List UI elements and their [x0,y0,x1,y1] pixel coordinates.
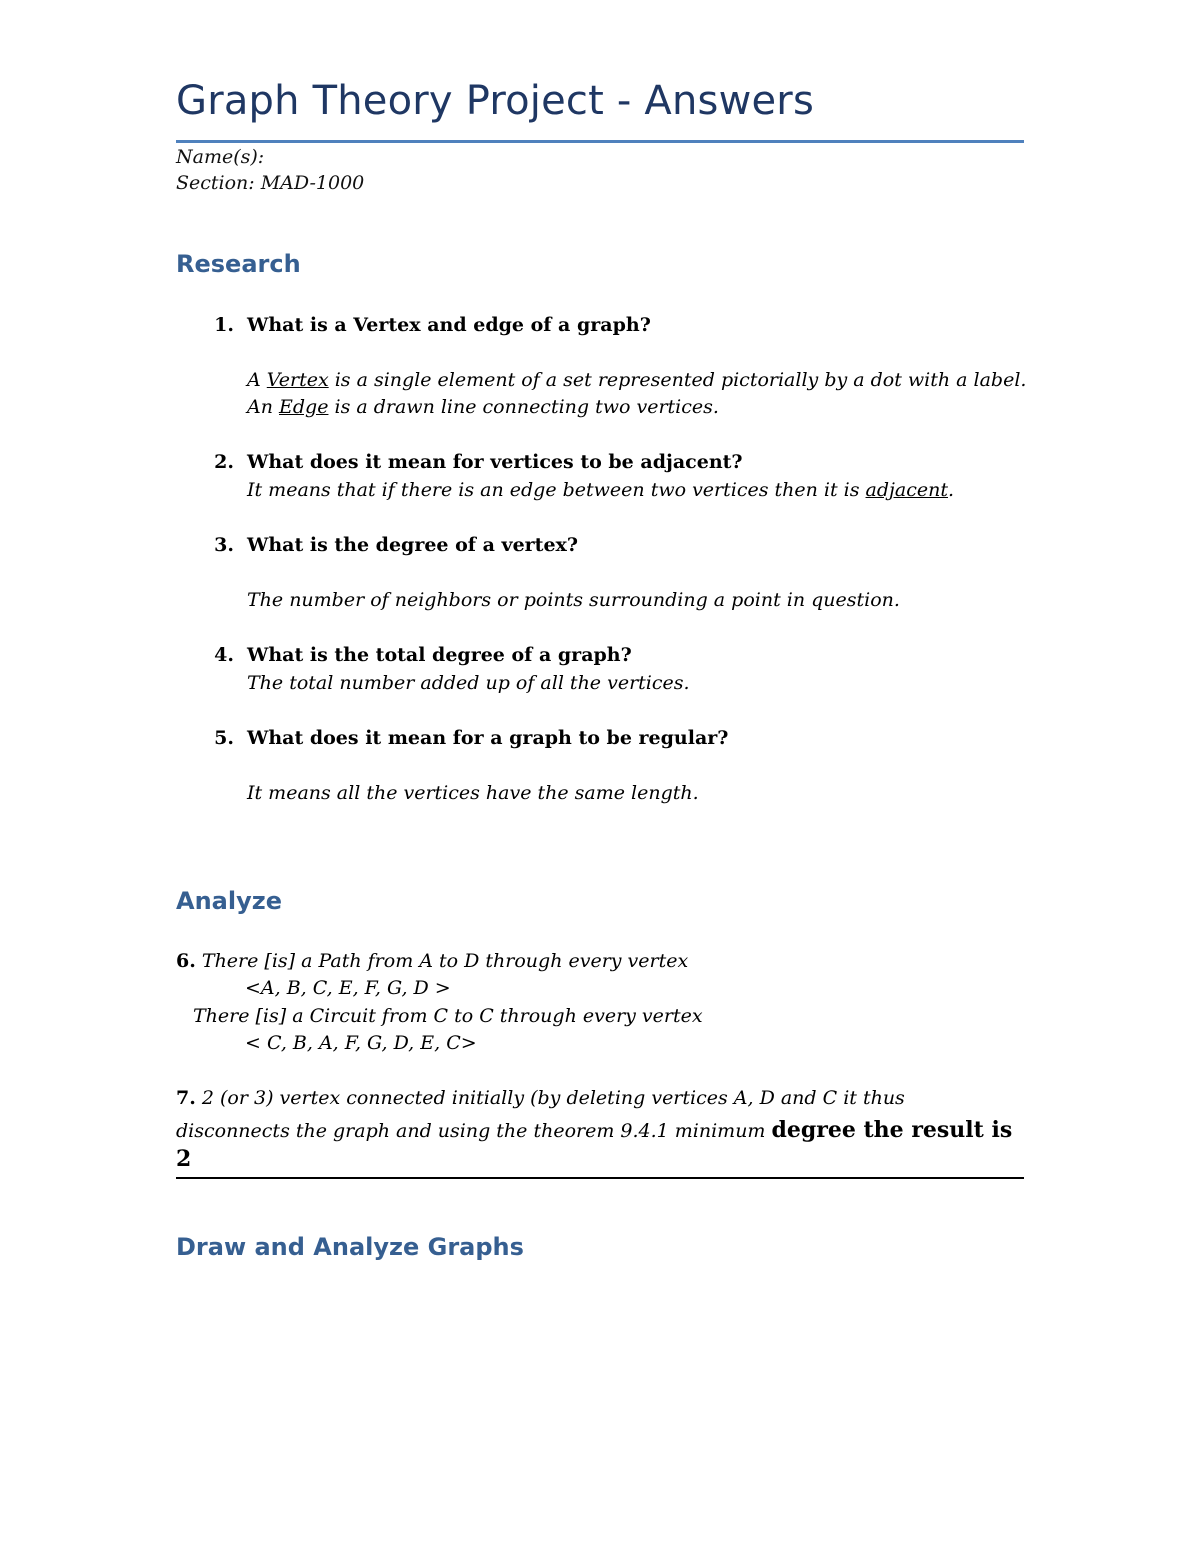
answer-line [247,782,699,804]
answer-text: . [948,479,955,501]
question-number: 3. [214,534,234,556]
question-text: What is the degree of a vertex? [247,534,578,556]
answer-text: An [247,396,279,418]
question-number: 2. [214,451,234,473]
question-number: 5. [214,727,234,749]
answer-line [247,396,719,418]
answer-line [247,479,954,501]
item-7-result: 2 [176,1146,192,1172]
answer-text: The number of neighbors or points surrounding a point in question. [247,589,900,611]
answer-text: is a single element of a set represented pictorially by a dot with a label. [328,369,1027,391]
answer-text: A [247,369,267,391]
names-label: Name(s): [176,146,265,168]
item-number: 7. [176,1087,196,1109]
question-text: What is a Vertex and edge of a graph? [247,314,651,336]
question-text: What is the total degree of a graph? [247,644,632,666]
question-text: What does it mean for vertices to be adjacent? [247,451,743,473]
answer-text: is a drawn line connecting two vertices. [328,396,719,418]
circuit-sequence: < C, B, A, F, G, D, E, C> [245,1032,477,1054]
answer-term: adjacent [865,479,948,501]
question-text: What does it mean for a graph to be regular? [247,727,729,749]
section-divider [176,1177,1024,1179]
research-heading: Research [176,250,301,278]
answer-term: Edge [279,396,329,418]
answer-line [247,672,690,694]
answer-term: Vertex [266,369,329,391]
section-label: Section: MAD-1000 [176,172,365,194]
title-underline [176,140,1024,143]
item-7-bold-text: degree the result is [771,1117,1013,1143]
path-text: There [is] a Path from A to D through every vertex [201,950,689,972]
item-number: 6. [176,950,196,972]
question-number: 4. [214,644,234,666]
item-7-text: disconnects the graph and using the theorem 9.4.1 minimum [176,1120,772,1142]
item-7-line-1 [176,1087,905,1109]
answer-line [247,589,900,611]
item-7-text: 2 (or 3) vertex connected initially (by deleting vertices A, D and C it thus [201,1087,905,1109]
item-7-line-3 [176,1146,191,1172]
circuit-text: There [is] a Circuit from C to C through every vertex [193,1005,703,1027]
draw-heading: Draw and Analyze Graphs [176,1233,524,1261]
answer-text: The total number added up of all the vertices. [247,672,690,694]
page-title: Graph Theory Project - Answers [176,78,814,124]
answer-text: It means all the vertices have the same length. [247,782,699,804]
item-7-line-2 [176,1117,1012,1143]
analyze-heading: Analyze [176,887,282,915]
answer-line [247,369,1026,391]
item-6-path [176,950,688,972]
answer-text: It means that if there is an edge between two vertices then it is [247,479,866,501]
path-sequence: <A, B, C, E, F, G, D > [245,977,451,999]
question-number: 1. [214,314,234,336]
